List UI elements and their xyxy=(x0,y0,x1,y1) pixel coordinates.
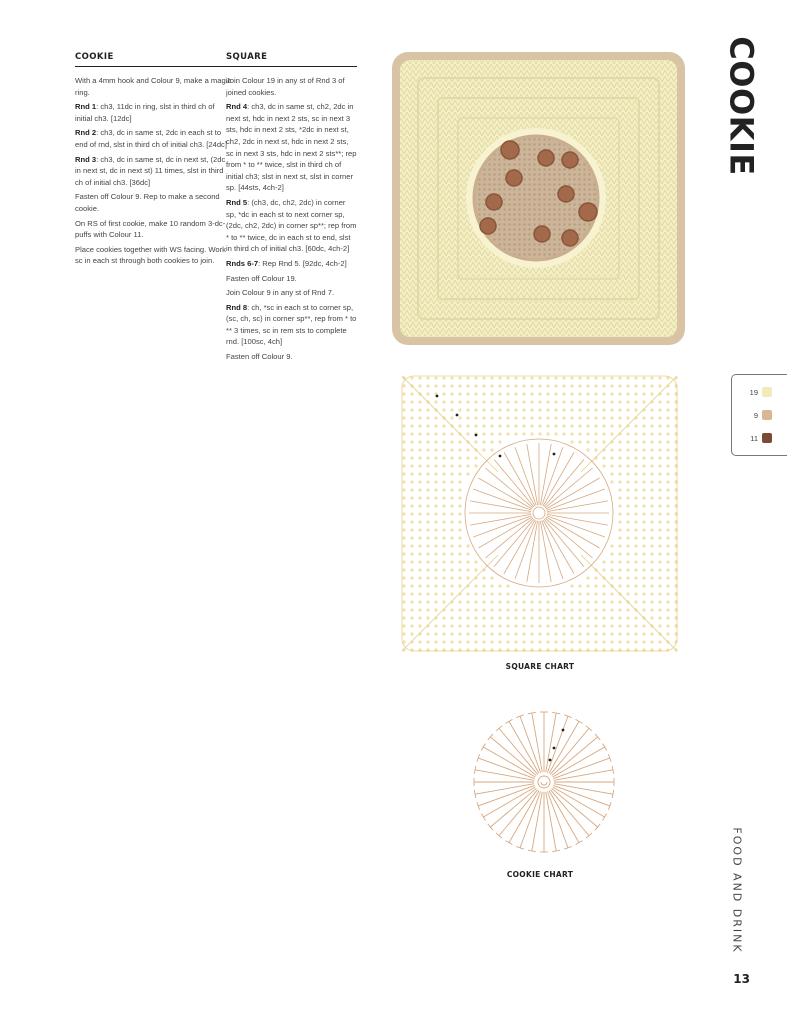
square-step: Fasten off Colour 19. xyxy=(226,273,297,283)
square-step: Join Colour 9 in any st of Rnd 7. xyxy=(226,288,335,298)
square-step: Rnd 4: ch3, dc in same st, ch2, 2dc in next st, hdc in next 2 sts, sc in next 3 sts, hdc in next 2 sts, *2dc in next st, ch2, 2dc in next st, hdc in next 2 sts, sc in next 3 sts, hdc in next 2 sts**; rep from * to ** twice, slst in third ch of initial ch3; slst in next st, slst in corner sp. [44sts, 4ch-2] xyxy=(226,102,357,193)
square-round-label: Rnd 5 xyxy=(226,197,248,207)
cookie-instructions xyxy=(75,52,233,270)
square-step: Join Colour 19 in any st of Rnd 3 of joined cookies. xyxy=(226,76,345,97)
start-marker xyxy=(549,759,552,762)
page-title: COOKIE xyxy=(723,36,762,176)
page-number: 13 xyxy=(733,972,750,986)
start-marker xyxy=(562,729,565,732)
cookie-steps xyxy=(75,75,233,267)
cookie-chart-label: COOKIE CHART xyxy=(506,870,574,879)
chip xyxy=(562,230,578,246)
square-step: Rnd 5: (ch3, dc, ch2, 2dc) in corner sp, *dc in each st to next corner sp, (2dc, ch2, 2dc) in corner sp**; rep from * to ** twice, dc in each st to end, slst in third ch of initial ch3. [60dc, 4ch-2] xyxy=(226,197,357,254)
cookie-step: Rnd 1: ch3, 11dc in ring, slst in third ch of initial ch3. [12dc] xyxy=(75,102,215,123)
square-step: Rnd 8: ch, *sc in each st to corner sp, (sc, ch, sc) in corner sp**, rep from * to ** 3 times, sc in rem sts to complete rnd. [100sc, 4ch] xyxy=(226,302,357,347)
legend-row: 11 xyxy=(744,433,772,443)
cookie-step: On RS of first cookie, make 10 random 3-dc-puffs with Colour 11. xyxy=(75,218,226,240)
colour-legend xyxy=(731,374,787,456)
cookie-step: Fasten off Colour 9. Rep to make a second cookie. xyxy=(75,192,220,213)
square-chart xyxy=(398,372,681,655)
square-chart-label: SQUARE CHART xyxy=(505,662,575,671)
chapter-label: FOOD AND DRINK xyxy=(730,826,744,954)
chip xyxy=(501,141,519,159)
start-marker xyxy=(553,453,556,456)
corner-line xyxy=(581,555,677,651)
swatch-colour-19 xyxy=(762,387,772,397)
start-marker xyxy=(553,747,556,750)
cookie-round-label: Rnd 3 xyxy=(75,154,97,164)
start-marker xyxy=(499,455,502,458)
swatch-colour-11 xyxy=(762,433,772,443)
square-step: Rnds 6-7: Rep Rnd 5. [92dc, 4ch-2] xyxy=(226,258,347,268)
legend-row: 9 xyxy=(744,410,772,420)
chip xyxy=(538,150,554,166)
square-round-label: Rnd 8 xyxy=(226,302,248,312)
chip xyxy=(486,194,502,210)
square-steps xyxy=(226,75,357,363)
cookie-step: Place cookies together with WS facing. Work sc in each st through both cookies to join. xyxy=(75,244,226,266)
start-marker xyxy=(436,395,439,398)
cookie-round-label: Rnd 2 xyxy=(75,128,97,138)
chip xyxy=(480,218,496,234)
start-marker xyxy=(475,434,478,437)
cookie-chart xyxy=(466,704,622,860)
square-heading: SQUARE xyxy=(226,52,357,67)
cookie-step: With a 4mm hook and Colour 9, make a magic ring. xyxy=(75,76,232,97)
chip xyxy=(534,226,550,242)
legend-row: 19 xyxy=(744,387,772,397)
square-step: Fasten off Colour 9. xyxy=(226,352,293,362)
swatch-colour-9 xyxy=(762,410,772,420)
start-marker xyxy=(456,414,459,417)
square-round-label: Rnd 4 xyxy=(226,102,248,112)
chip xyxy=(506,170,522,186)
chip xyxy=(558,186,574,202)
cookie-chart-stitches xyxy=(474,712,614,852)
cookie-square-photo xyxy=(392,52,685,345)
chip xyxy=(579,203,597,221)
cookie-step: Rnd 3: ch3, dc in same st, dc in next st, (2dc in next st, dc in next st) 11 times, slst in third ch of initial ch3. [36dc] xyxy=(75,154,226,187)
cookie-round-label: Rnd 1 xyxy=(75,102,97,112)
square-instructions xyxy=(226,52,357,366)
square-round-label: Rnds 6-7 xyxy=(226,258,259,268)
cookie-heading: COOKIE xyxy=(75,52,233,67)
cookie-step: Rnd 2: ch3, dc in same st, 2dc in each st to end of rnd, slst in third ch of initial ch3. [24dc] xyxy=(75,128,227,149)
chip xyxy=(562,152,578,168)
